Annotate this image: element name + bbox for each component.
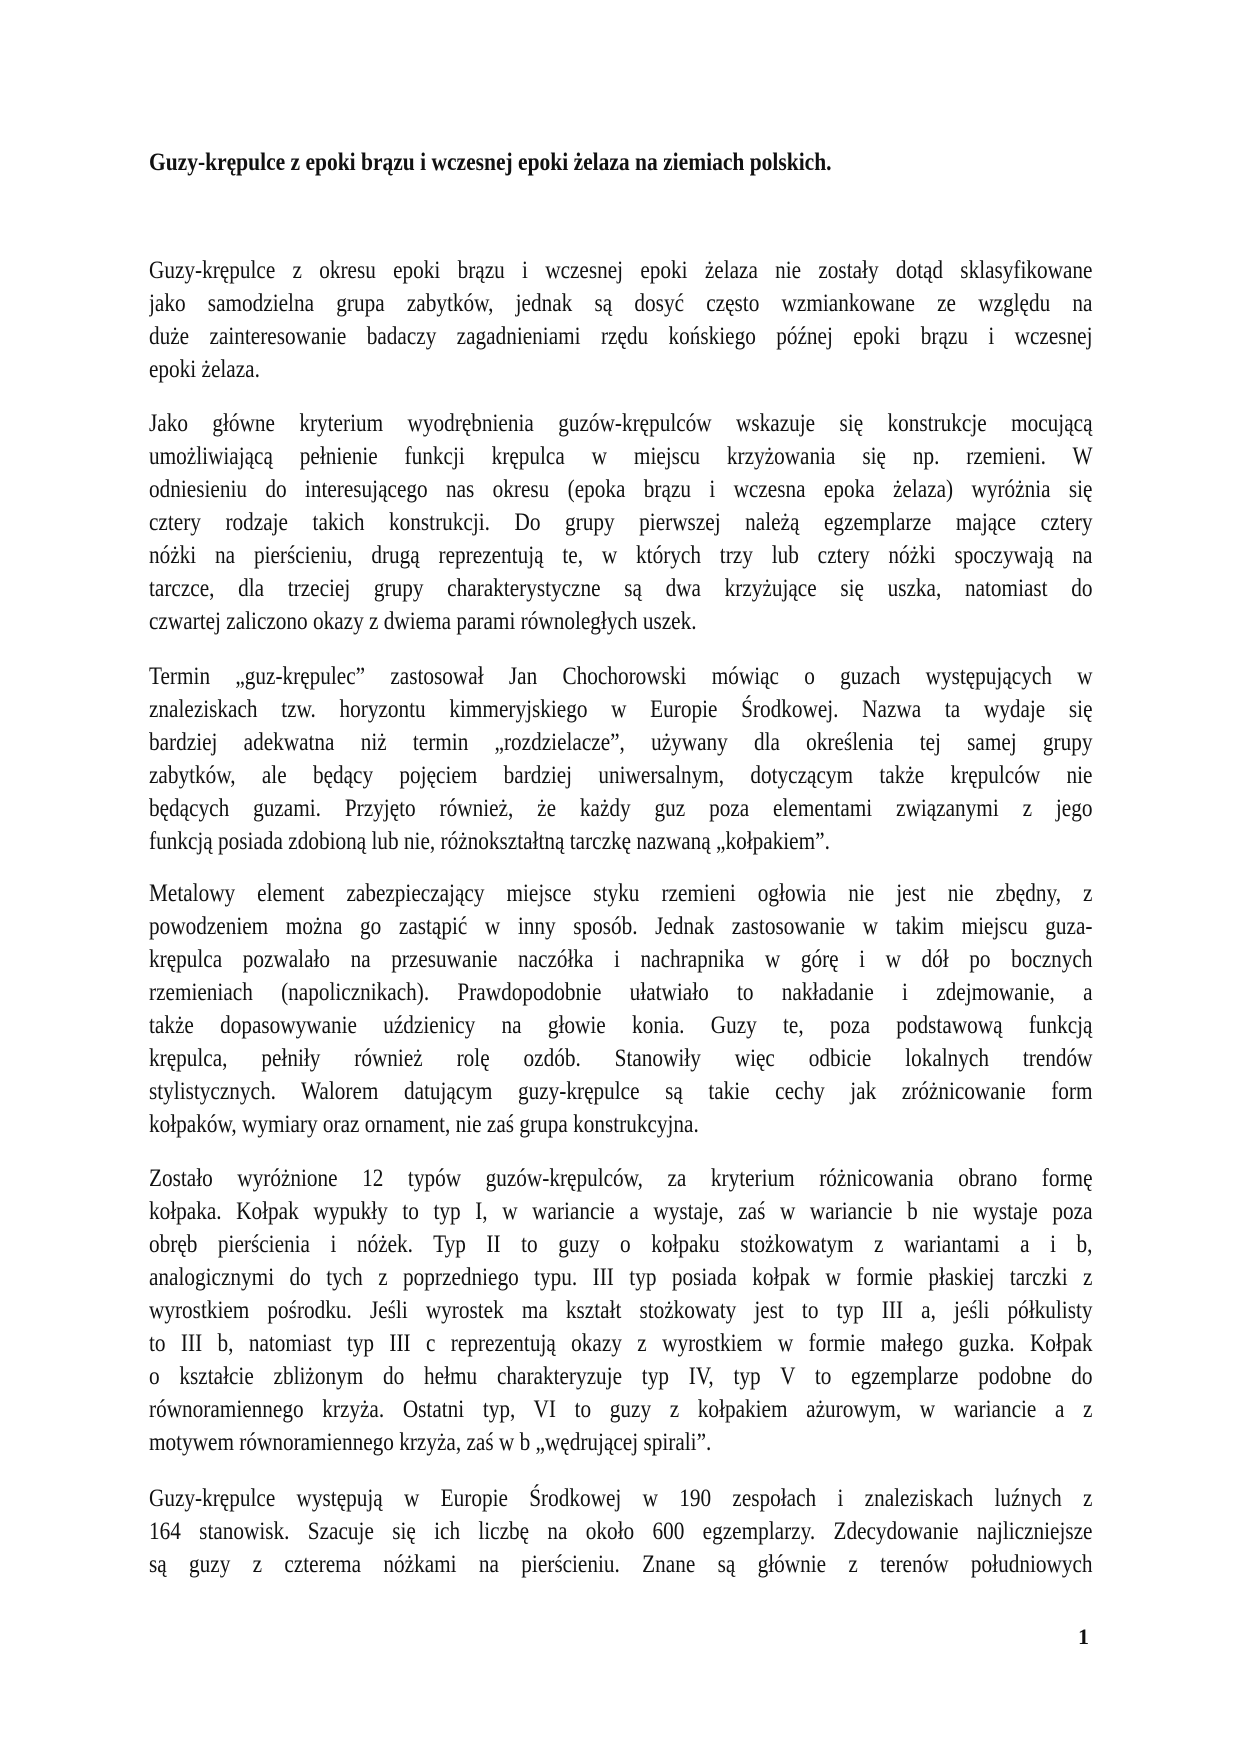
text-line: obręb pierścienia i nóżek. Typ II to guzy o kołpaku stożkowatym z wariantami a i b, xyxy=(149,1231,1093,1258)
paragraph-6 xyxy=(149,1482,1093,1581)
text-line: Guzy-krępulce z okresu epoki brązu i wczesnej epoki żelaza nie zostały dotąd sklasyfikowane xyxy=(149,257,1093,284)
text-line: powodzeniem można go zastąpić w inny sposób. Jednak zastosowanie w takim miejscu guza- xyxy=(149,913,1093,940)
text-line: równoramiennego krzyża. Ostatni typ, VI to guzy z kołpakiem ażurowym, w wariancie a z xyxy=(149,1396,1093,1423)
text-line: rzemieniach (napolicznikach). Prawdopodobnie ułatwiało to nakładanie i zdejmowanie, a xyxy=(149,979,1093,1006)
document-title: Guzy-krępulce z epoki brązu i wczesnej epoki żelaza na ziemiach polskich. xyxy=(149,149,832,176)
text-line: bardziej adekwatna niż termin „rozdzielacze”, używany dla określenia tej samej grupy xyxy=(149,729,1093,756)
paragraph-1 xyxy=(149,254,1093,386)
text-line: cztery rodzaje takich konstrukcji. Do grupy pierwszej należą egzemplarze mające cztery xyxy=(149,509,1093,536)
text-line: to III b, natomiast typ III c reprezentują okazy z wyrostkiem w formie małego guzka. Kołpak xyxy=(149,1330,1093,1357)
text-line: funkcją posiada zdobioną lub nie, różnokształtną tarczkę nazwaną „kołpakiem”. xyxy=(149,828,830,855)
text-line: motywem równoramiennego krzyża, zaś w b „wędrującej spirali”. xyxy=(149,1429,712,1456)
text-line: epoki żelaza. xyxy=(149,356,260,383)
text-line: kołpaków, wymiary oraz ornament, nie zaś grupa konstrukcyjna. xyxy=(149,1111,699,1138)
text-line: odniesieniu do interesującego nas okresu (epoka brązu i wczesna epoka żelaza) wyróżnia się xyxy=(149,476,1093,503)
text-line: także dopasowywanie uździenicy na głowie konia. Guzy te, poza podstawową funkcją xyxy=(149,1012,1093,1039)
text-line: są guzy z czterema nóżkami na pierścieniu. Znane są głównie z terenów południowych xyxy=(149,1551,1093,1578)
text-line: wyrostkiem pośrodku. Jeśli wyrostek ma kształt stożkowaty jest to typ III a, jeśli półkulisty xyxy=(149,1297,1093,1324)
text-line: stylistycznych. Walorem datującym guzy-krępulce są takie cechy jak zróżnicowanie form xyxy=(149,1078,1093,1105)
text-line: zabytków, ale będący pojęciem bardziej uniwersalnym, dotyczącym także krępulców nie xyxy=(149,762,1093,789)
text-line: Metalowy element zabezpieczający miejsce styku rzemieni ogłowia nie jest nie zbędny, z xyxy=(149,880,1093,907)
text-line: umożliwiającą pełnienie funkcji krępulca w miejscu krzyżowania się np. rzemieni. W xyxy=(149,443,1093,470)
text-line: jako samodzielna grupa zabytków, jednak są dosyć często wzmiankowane ze względu na xyxy=(149,290,1093,317)
paragraph-2 xyxy=(149,407,1093,638)
text-line: Termin „guz-krępulec” zastosował Jan Chochorowski mówiąc o guzach występujących w xyxy=(149,663,1093,690)
text-line: Jako główne kryterium wyodrębnienia guzów-krępulców wskazuje się konstrukcje mocującą xyxy=(149,410,1093,437)
page-number: 1 xyxy=(1078,1624,1089,1649)
paragraph-3 xyxy=(149,660,1093,858)
text-line: duże zainteresowanie badaczy zagadnieniami rzędu końskiego późnej epoki brązu i wczesnej xyxy=(149,323,1093,350)
text-line: o kształcie zbliżonym do hełmu charakteryzuje typ IV, typ V to egzemplarze podobne do xyxy=(149,1363,1093,1390)
paragraph-5 xyxy=(149,1162,1093,1459)
text-line: czwartej zaliczono okazy z dwiema parami równoległych uszek. xyxy=(149,608,697,635)
text-line: tarczce, dla trzeciej grupy charakterystyczne są dwa krzyżujące się uszka, natomiast do xyxy=(149,575,1093,602)
text-line: nóżki na pierścieniu, drugą reprezentują te, w których trzy lub cztery nóżki spoczywają na xyxy=(149,542,1093,569)
text-line: Zostało wyróżnione 12 typów guzów-krępulców, za kryterium różnicowania obrano formę xyxy=(149,1165,1093,1192)
text-line: kołpaka. Kołpak wypukły to typ I, w wariancie a wystaje, zaś w wariancie b nie wystaje poza xyxy=(149,1198,1093,1225)
paragraph-4 xyxy=(149,877,1093,1141)
text-line: Guzy-krępulce występują w Europie Środkowej w 190 zespołach i znaleziskach luźnych z xyxy=(149,1485,1093,1512)
text-line: będących guzami. Przyjęto również, że każdy guz poza elementami związanymi z jego xyxy=(149,795,1093,822)
text-line: 164 stanowisk. Szacuje się ich liczbę na około 600 egzemplarzy. Zdecydowanie najliczniejsze xyxy=(149,1518,1093,1545)
text-line: krępulca, pełniły również rolę ozdób. Stanowiły więc odbicie lokalnych trendów xyxy=(149,1045,1093,1072)
text-line: krępulca pozwalało na przesuwanie naczółka i nachrapnika w górę i w dół po bocznych xyxy=(149,946,1093,973)
text-line: analogicznymi do tych z poprzedniego typu. III typ posiada kołpak w formie płaskiej tarczki z xyxy=(149,1264,1093,1291)
text-line: znaleziskach tzw. horyzontu kimmeryjskiego w Europie Środkowej. Nazwa ta wydaje się xyxy=(149,696,1093,723)
